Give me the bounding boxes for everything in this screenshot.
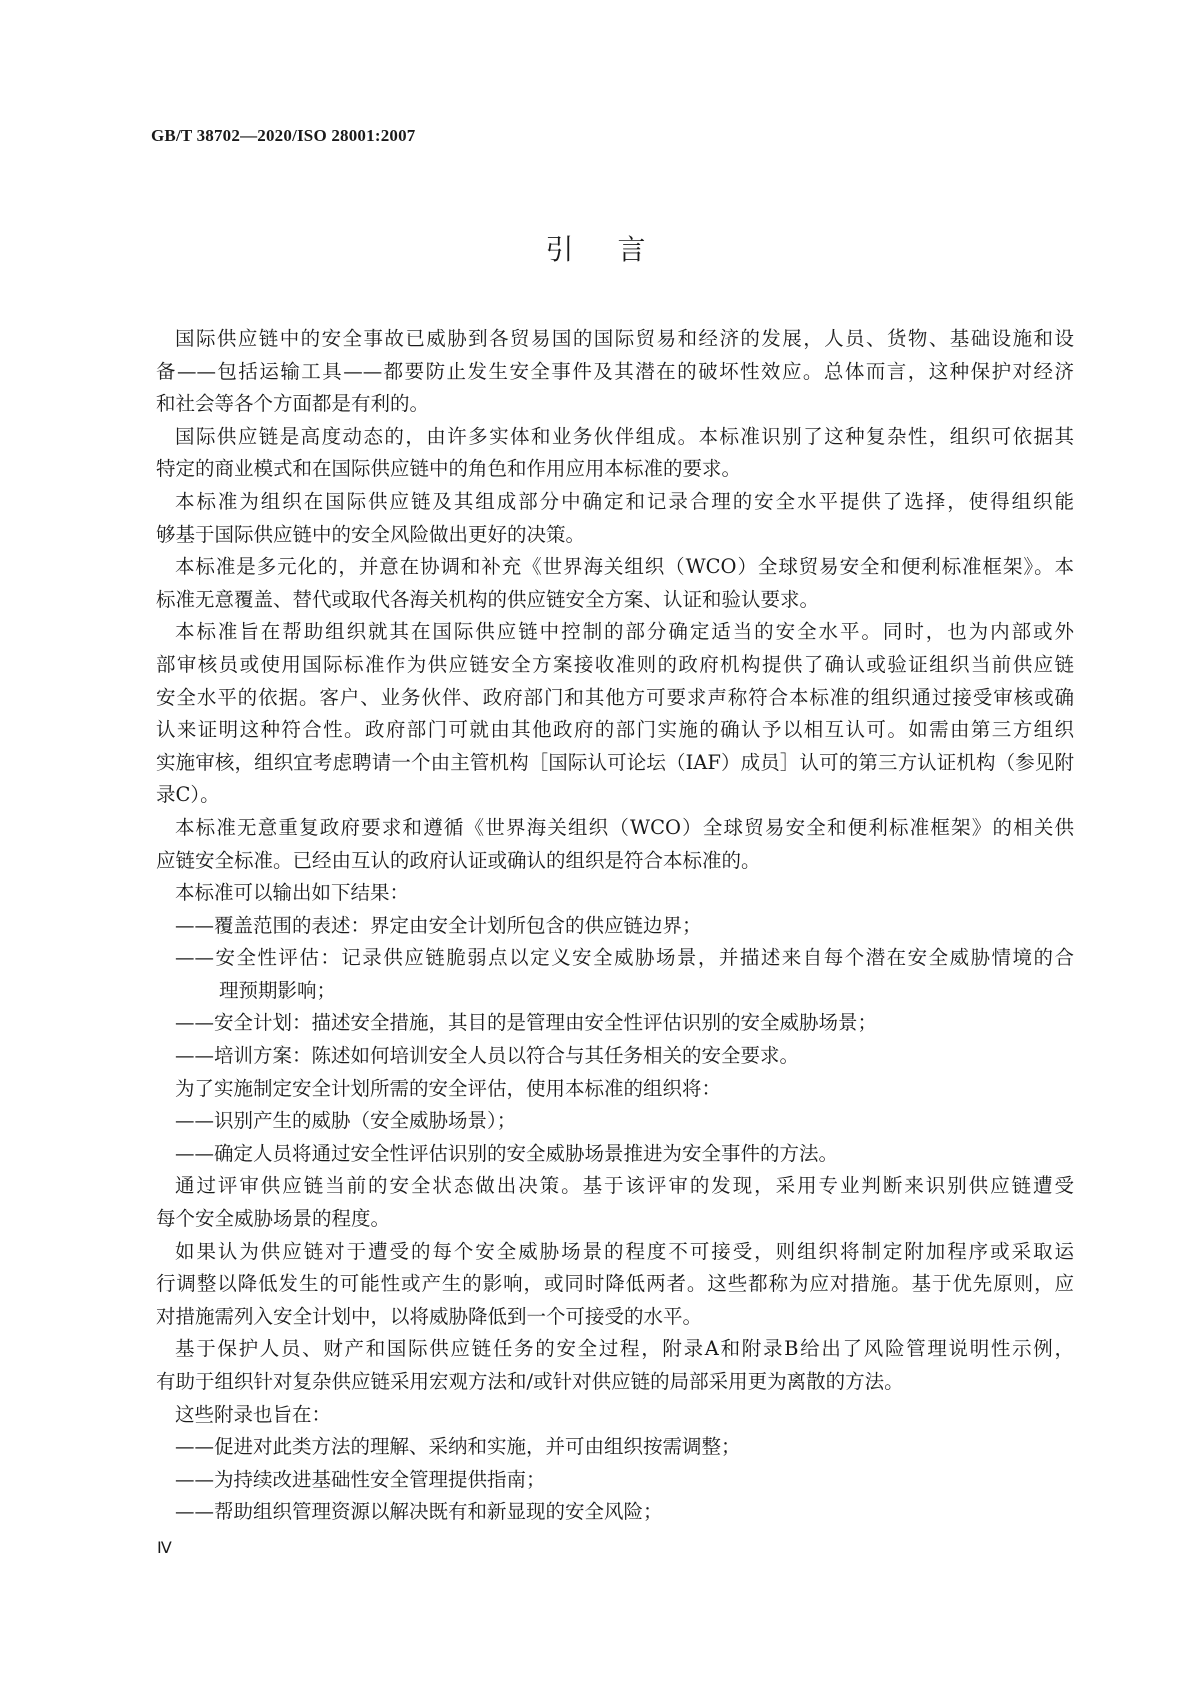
paragraph [156,421,1074,486]
text-line: 特定的商业模式和在国际供应链中的角色和作用应用本标准的要求。 [156,457,742,481]
list-item [156,1007,1074,1040]
list-item [156,1496,1074,1529]
text-line: 为了实施制定安全计划所需的安全评估，使用本标准的组织将： [175,1076,722,1100]
paragraph [156,486,1074,551]
text-line: ——促进对此类方法的理解、采纳和实施，并可由组织按需调整； [175,1435,741,1459]
paragraph [156,1333,1074,1398]
text-line: 备——包括运输工具——都要防止发生安全事件及其潜在的破坏性效应。总体而言，这种保护对经济 [156,359,1074,383]
text-line: 应链安全标准。已经由互认的政府认证或确认的组织是符合本标准的。 [156,848,761,872]
paragraph [156,616,1074,812]
text-line: 认来证明这种符合性。政府部门可就由其他政府的部门实施的确认予以相互认可。如需由第三方组织 [156,718,1074,742]
document-body [156,323,1074,1565]
text-line: ——为持续改进基础性安全管理提供指南； [175,1467,546,1491]
list-item [156,942,1074,1007]
text-line: 本标准旨在帮助组织就其在国际供应链中控制的部分确定适当的安全水平。同时，也为内部或外 [175,620,1074,644]
text-line: 标准无意覆盖、替代或取代各海关机构的供应链安全方案、认证和验认要求。 [156,587,820,611]
list-item [156,1138,1074,1171]
text-line: 和社会等各个方面都是有利的。 [156,392,430,416]
text-line: ——帮助组织管理资源以解决既有和新显现的安全风险； [175,1500,663,1524]
text-line: 本标准可以输出如下结果： [175,881,410,905]
list-item [156,1105,1074,1138]
paragraph [156,323,1074,421]
text-line: ——确定人员将通过安全性评估识别的安全威胁场景推进为安全事件的方法。 [175,1141,839,1165]
text-line: 对措施需列入安全计划中，以将威胁降低到一个可接受的水平。 [156,1304,703,1328]
list-item [156,1431,1074,1464]
page-number: Ⅳ [157,1539,172,1557]
text-line: 行调整以降低发生的可能性或产生的影响，或同时降低两者。这些都称为应对措施。基于优先原则，应 [156,1272,1074,1296]
list-item [156,1464,1074,1497]
text-line: 本标准无意重复政府要求和遵循《世界海关组织（WCO）全球贸易安全和便利标准框架》的相关供 [175,815,1074,839]
list-item [156,1040,1074,1073]
text-line: 每个安全威胁场景的程度。 [156,1207,391,1231]
text-line: 本标准是多元化的，并意在协调和补充《世界海关组织（WCO）全球贸易安全和便利标准框架》。本 [175,555,1074,579]
text-line: 安全水平的依据。客户、业务伙伴、政府部门和其他方可要求声称符合本标准的组织通过接受审核或确 [156,685,1074,709]
text-line: 国际供应链是高度动态的，由许多实体和业务伙伴组成。本标准识别了这种复杂性，组织可依据其 [175,424,1074,448]
text-line: 本标准为组织在国际供应链及其组成部分中确定和记录合理的安全水平提供了选择，使得组织能 [175,489,1074,513]
text-line: 如果认为供应链对于遭受的每个安全威胁场景的程度不可接受，则组织将制定附加程序或采取运 [175,1239,1074,1263]
paragraph [156,1236,1074,1334]
paragraph [156,551,1074,616]
text-line: 理预期影响； [219,978,337,1002]
paragraph [156,812,1074,877]
text-line: ——安全性评估：记录供应链脆弱点以定义安全威胁场景，并描述来自每个潜在安全威胁情境的合 [175,946,1074,970]
standard-code-header: GB/T 38702—2020/ISO 28001:2007 [151,126,416,145]
text-line: 基于保护人员、财产和国际供应链任务的安全过程，附录A和附录B给出了风险管理说明性示例， [175,1337,1074,1361]
paragraph [156,1073,1074,1106]
paragraph [156,1170,1074,1235]
paragraph [156,877,1074,910]
text-line: 国际供应链中的安全事故已威胁到各贸易国的国际贸易和经济的发展，人员、货物、基础设施和设 [175,327,1074,350]
text-line: 够基于国际供应链中的安全风险做出更好的决策。 [156,522,586,546]
text-line: ——安全计划：描述安全措施，其目的是管理由安全性评估识别的安全威胁场景； [175,1011,878,1035]
text-line: ——识别产生的威胁（安全威胁场景）； [175,1109,517,1133]
paragraph [156,1399,1074,1432]
text-line: 部审核员或使用国际标准作为供应链安全方案接收准则的政府机构提供了确认或验证组织当前供应链 [156,652,1074,676]
document-text [156,323,1074,1529]
list-item [156,910,1074,943]
page-title: 引言 [545,233,690,266]
text-line: 录C）。 [156,783,220,807]
text-line: 通过评审供应链当前的安全状态做出决策。基于该评审的发现，采用专业判断来识别供应链遭受 [175,1174,1074,1198]
text-line: ——覆盖范围的表述：界定由安全计划所包含的供应链边界； [175,913,702,937]
text-line: 有助于组织针对复杂供应链采用宏观方法和/或针对供应链的局部采用更为离散的方法。 [156,1370,904,1393]
text-line: ——培训方案：陈述如何培训安全人员以符合与其任务相关的安全要求。 [175,1044,800,1068]
text-line: 这些附录也旨在： [175,1402,332,1426]
text-line: 实施审核，组织宜考虑聘请一个由主管机构［国际认可论坛（IAF）成员］认可的第三方认证机构（参见附 [156,750,1074,774]
